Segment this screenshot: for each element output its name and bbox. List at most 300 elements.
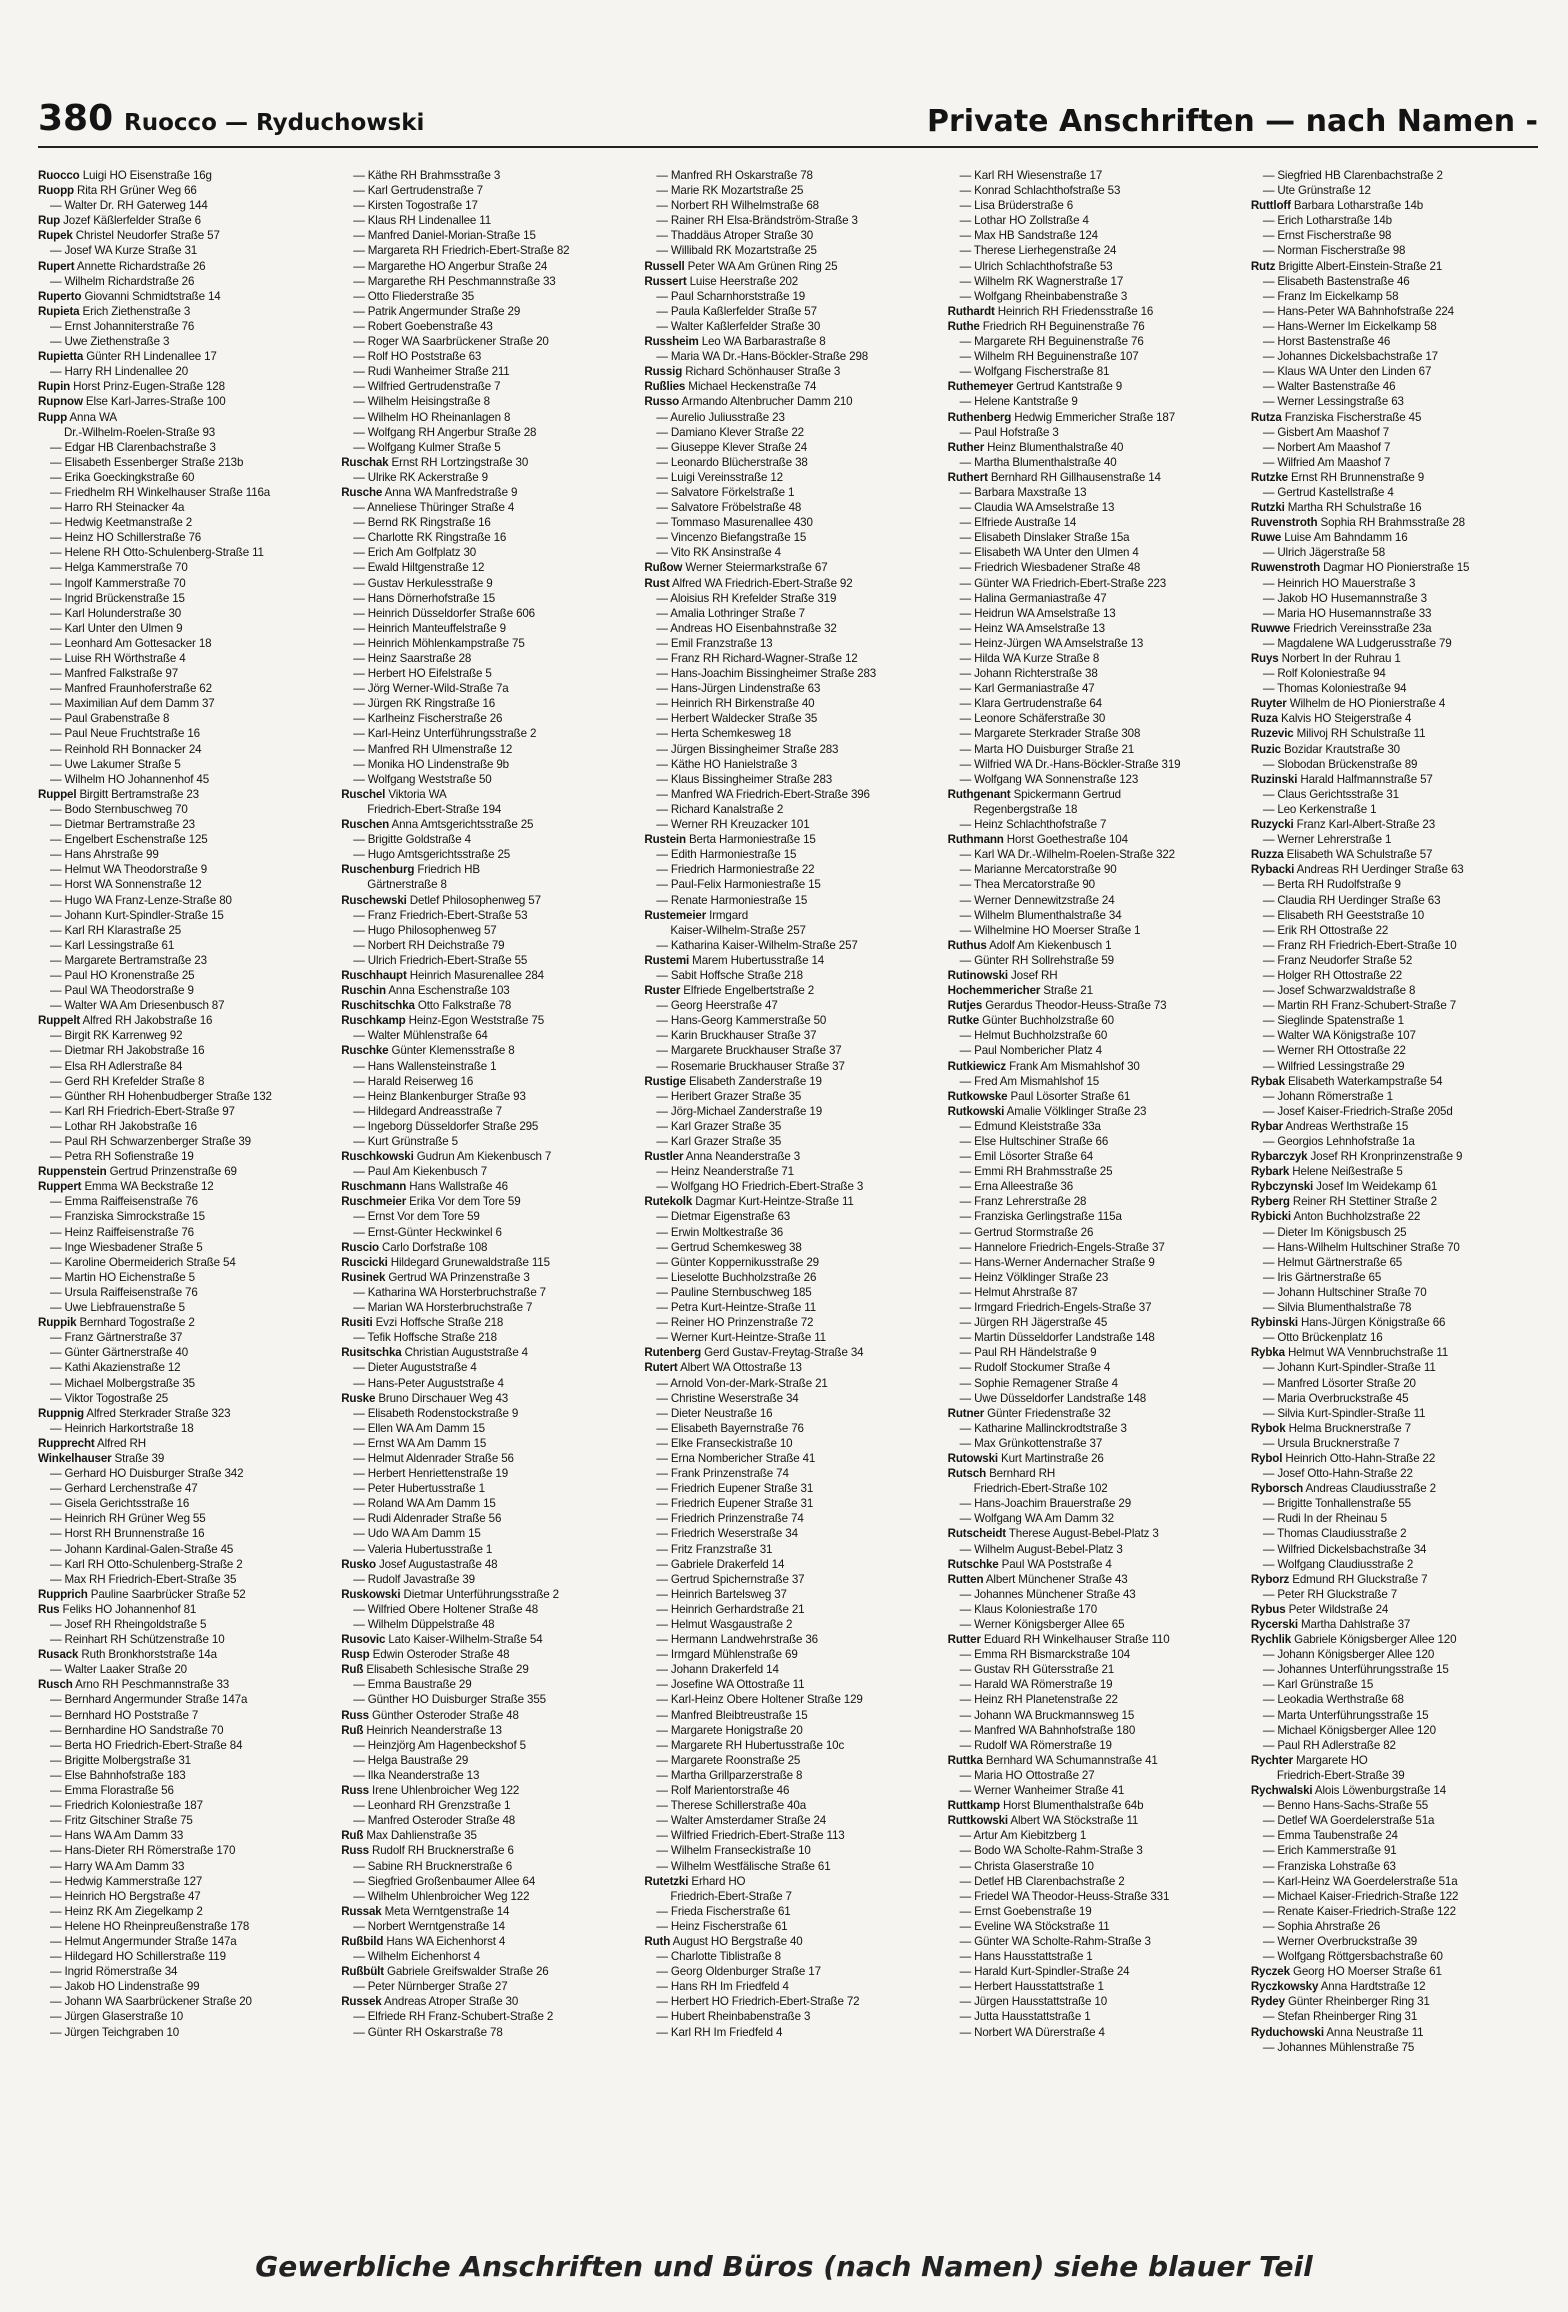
directory-entry: — Margareta RH Friedrich-Ebert-Straße 82 (353, 244, 570, 258)
directory-entry: Rust Alfred WA Friedrich-Ebert-Straße 92 (644, 576, 853, 590)
directory-entry: — Josef WA Kurze Straße 31 (50, 244, 198, 258)
directory-entry: — Herbert Henriettenstraße 19 (353, 1467, 509, 1481)
directory-entry: Ruschewski Detlef Philosophenweg 57 (341, 893, 541, 907)
directory-entry: — Wilhelm HO Rheinanlagen 8 (353, 410, 511, 424)
directory-entry: — Robert Goebenstraße 43 (353, 319, 493, 333)
directory-entry: — Katharine Mallinckrodtstraße 3 (959, 1421, 1127, 1435)
directory-entry: — Helmut Gärtnerstraße 65 (1262, 1255, 1403, 1269)
directory-entry: — Franziska Gerlingstraße 115a (959, 1210, 1122, 1224)
surname: Rusche (341, 485, 383, 499)
directory-entry: — Fritz Franzstraße 31 (656, 1542, 773, 1556)
surname: Ruppnig (38, 1406, 84, 1420)
directory-entry: — Emmi RH Brahmsstraße 25 (959, 1165, 1113, 1179)
directory-entry: — Frank Prinzenstraße 74 (656, 1467, 789, 1481)
surname: Ruopp (38, 184, 74, 198)
directory-entry: Ryborsch Andreas Claudiusstraße 2 (1250, 1482, 1436, 1496)
directory-entry: — Rudolf Javastraße 39 (353, 1572, 475, 1586)
directory-entry: — Werner Dennewitzstraße 24 (959, 893, 1115, 907)
directory-entry: — Margarete RH Beguinenstraße 76 (959, 335, 1144, 349)
directory-entry: — Heinz Saarstraße 28 (353, 652, 472, 665)
directory-entry: — Hermann Landwehrstraße 36 (656, 1633, 818, 1647)
directory-entry: — Salvatore Fröbelstraße 48 (656, 501, 802, 515)
directory-entry: Russak Meta Werntgenstraße 14 (341, 1904, 510, 1918)
surname: Ruschke (341, 1044, 389, 1058)
directory-entry: — Christa Glaserstraße 10 (959, 1859, 1094, 1873)
directory-entry: — Maria Overbruckstraße 45 (1262, 1391, 1409, 1405)
directory-entry: — Sabit Hoffsche Straße 218 (656, 968, 803, 982)
directory-entry: — Willibald RK Mozartstraße 25 (656, 244, 817, 258)
surname: Rutkiewicz (947, 1059, 1007, 1073)
surname: Rustige (644, 1074, 686, 1088)
directory-entry: — Helmut Wasgaustraße 2 (656, 1618, 793, 1631)
directory-entry: Rutetzki Erhard HO (644, 1874, 746, 1888)
directory-entry: Rybak Elisabeth Waterkampstraße 54 (1250, 1074, 1443, 1088)
directory-entry: — Martin HO Eichenstraße 5 (50, 1270, 195, 1284)
directory-entry: — Ingeborg Düsseldorfer Straße 295 (353, 1119, 539, 1133)
directory-entry: — Erna Alleestraße 36 (959, 1180, 1074, 1194)
directory-entry: Ruschitschka Otto Falkstraße 78 (341, 999, 512, 1013)
directory-entry: — Erich Lotharstraße 14b (1262, 214, 1392, 228)
directory-entry: — Damiano Klever Straße 22 (656, 425, 804, 439)
directory-entry: — Horst RH Brunnenstraße 16 (50, 1527, 205, 1541)
directory-entry: — Wilhelm HO Johannenhof 45 (50, 772, 209, 786)
directory-entry: — Erich Kammerstraße 91 (1262, 1844, 1397, 1858)
surname: Rychwalski (1250, 1784, 1313, 1798)
directory-entry: — Therese Lierhegenstraße 24 (959, 244, 1117, 258)
directory-entry: — Klaus RH Lindenallee 11 (353, 214, 492, 228)
directory-entry: Russ Günther Osteroder Straße 48 (341, 1708, 519, 1722)
directory-entry: — Berta HO Friedrich-Ebert-Straße 84 (50, 1738, 243, 1752)
surname: Ruther (947, 440, 985, 454)
directory-entry: — Hans Dörnerhofstraße 15 (353, 591, 496, 605)
surname: Rutkowski (947, 1104, 1005, 1118)
directory-entry: — Harro RH Steinacker 4a (50, 501, 185, 515)
directory-entry: — Helmut WA Theodorstraße 9 (50, 863, 208, 877)
directory-entry: — Ulrich Schlachthofstraße 53 (959, 259, 1113, 273)
surname: Rybus (1250, 1602, 1286, 1616)
surname: Rusch (38, 1678, 73, 1692)
directory-entry: — Manfred RH Oskarstraße 78 (656, 169, 813, 182)
directory-entry: — Heinz Schlachthofstraße 7 (959, 818, 1107, 832)
directory-entry: — Walter Laaker Straße 20 (50, 1663, 187, 1677)
surname: Rutenberg (644, 1346, 702, 1360)
directory-entry: — Norbert RH Deichstraße 79 (353, 938, 505, 952)
directory-entry: — Leonore Schäferstraße 30 (959, 712, 1106, 726)
directory-entry: Ruwe Luise Am Bahndamm 16 (1250, 531, 1408, 545)
surname: Ryberg (1250, 1195, 1290, 1209)
directory-entry: — Ursula Brucknerstraße 7 (1262, 1436, 1400, 1450)
surname: Rutinowski (947, 968, 1008, 982)
surname: Rybka (1250, 1346, 1285, 1360)
surname: Ruttkamp (947, 1799, 1000, 1813)
directory-entry: Ruschmeier Erika Vor dem Tore 59 (341, 1195, 521, 1209)
surname: Ruscicki (341, 1255, 388, 1269)
directory-entry: — Hans-Joachim Bissingheimer Straße 283 (656, 667, 877, 681)
directory-entry: — Paul RH Schwarzenberger Straße 39 (50, 1135, 251, 1148)
directory-entry: — Wolfgang HO Friedrich-Ebert-Straße 3 (656, 1180, 864, 1194)
directory-entry: — Hans-Peter Auguststraße 4 (353, 1376, 504, 1390)
surname: Ruttkowski (947, 1814, 1008, 1828)
directory-entry: — Reinhold RH Bonnacker 24 (50, 742, 202, 756)
surname: Ryborsch (1250, 1482, 1304, 1496)
directory-entry: — Manfred Lösorter Straße 20 (1262, 1376, 1416, 1390)
directory-entry: — Jürgen Glaserstraße 10 (50, 2010, 184, 2024)
surname: Rutowski (947, 1451, 998, 1465)
directory-entry: — Käthe RH Brahmsstraße 3 (353, 169, 501, 182)
directory-entry: — Karl Lessingstraße 61 (50, 938, 175, 952)
directory-entry: — Herbert Hausstattstraße 1 (959, 1980, 1104, 1994)
directory-entry: Ruppnig Alfred Sterkrader Straße 323 (38, 1406, 231, 1420)
directory-entry: — Georg Heerstraße 47 (656, 999, 778, 1013)
directory-entry: — Herbert HO Eifelstraße 5 (353, 667, 492, 681)
directory-entry: Ruzic Bozidar Krautstraße 30 (1250, 742, 1400, 756)
surname: Ruppelt (38, 1014, 81, 1028)
directory-entry: — Georg Oldenburger Straße 17 (656, 1965, 821, 1979)
directory-entry: — Edgar HB Clarenbachstraße 3 (50, 440, 216, 454)
directory-entry: — Bernhard Angermunder Straße 147a (50, 1693, 248, 1707)
directory-entry: — Peter Hubertusstraße 1 (353, 1482, 485, 1496)
directory-entry: — Johannes Münchener Straße 43 (959, 1587, 1136, 1601)
directory-entry: Ruvenstroth Sophia RH Brahmsstraße 28 (1250, 516, 1465, 530)
directory-entry: — Helene Kantstraße 9 (959, 395, 1078, 409)
directory-entry: — Hans-Dieter RH Römerstraße 170 (50, 1844, 236, 1858)
surname: Ruscio (341, 1240, 379, 1254)
directory-entry: Russo Armando Altenbrucher Damm 210 (644, 395, 853, 409)
directory-entry: — Berta RH Rudolfstraße 9 (1262, 878, 1401, 892)
directory-entry: — Walter WA Königstraße 107 (1262, 1029, 1416, 1043)
directory-entry: — Anneliese Thüringer Straße 4 (353, 501, 515, 515)
directory-entry: Ryczkowsky Anna Hardtstraße 12 (1250, 1980, 1426, 1994)
directory-entry: — Johann Kurt-Spindler-Straße 11 (1262, 1361, 1436, 1375)
directory-entry: — Heinrich RH Grüner Weg 55 (50, 1512, 206, 1526)
directory-entry: Rupin Horst Prinz-Eugen-Straße 128 (38, 380, 225, 394)
surname: Ruperto (38, 289, 82, 303)
surname: Ruwwe (1250, 621, 1291, 635)
directory-entry: — Detlef HB Clarenbachstraße 2 (959, 1874, 1125, 1888)
directory-entry: — Paul WA Theodorstraße 9 (50, 984, 194, 998)
directory-entry: — Lothar HO Zollstraße 4 (959, 214, 1089, 228)
directory-entry: — Martin Düsseldorfer Landstraße 148 (959, 1331, 1155, 1345)
directory-entry: — Herbert Waldecker Straße 35 (656, 712, 818, 726)
surname: Rup (38, 214, 61, 228)
directory-entry: — Bodo Sternbuschweg 70 (50, 802, 188, 816)
directory-entry: — Elisabeth RH Geeststraße 10 (1262, 908, 1425, 922)
directory-entry: Gärtnerstraße 8 (367, 878, 447, 892)
directory-entry: — Friedrich Prinzenstraße 74 (656, 1512, 804, 1526)
directory-entry: — Heinzjörg Am Hagenbeckshof 5 (353, 1738, 526, 1752)
directory-entry: Rybinski Hans-Jürgen Königstraße 66 (1250, 1316, 1446, 1330)
directory-entry: — Ernst-Günter Heckwinkel 6 (353, 1225, 502, 1239)
surname: Russak (341, 1904, 382, 1918)
directory-entry: Rupp Anna WA (38, 410, 117, 424)
directory-entry: — Paul HO Kronenstraße 25 (50, 968, 195, 982)
directory-entry: — Wolfgang Weststraße 50 (353, 772, 492, 786)
directory-entry: — Jürgen Bissingheimer Straße 283 (656, 742, 839, 756)
directory-entry: — Werner Lessingstraße 63 (1262, 395, 1404, 409)
directory-entry: — Wilhelm Blumenthalstraße 34 (959, 908, 1122, 922)
directory-entry: Ruwenstroth Dagmar HO Pionierstraße 15 (1250, 561, 1470, 575)
directory-entry: — Harald Kurt-Spindler-Straße 24 (959, 1965, 1130, 1979)
directory-entry: — Roland WA Am Damm 15 (353, 1497, 496, 1511)
surname: Rußlies (644, 380, 686, 394)
directory-entry: — Klaus WA Unter den Linden 67 (1262, 365, 1432, 379)
directory-entry: Rusche Anna WA Manfredstraße 9 (341, 485, 518, 499)
directory-entry: — Werner Lehrerstraße 1 (1262, 833, 1392, 847)
directory-entry: — Gabriele Drakerfeld 14 (656, 1557, 785, 1571)
directory-entry: — Margarete Bertramstraße 23 (50, 953, 207, 967)
surname: Rybarczyk (1250, 1150, 1308, 1164)
surname: Rupprich (38, 1587, 88, 1601)
directory-entry: Ruppenstein Gertrud Prinzenstraße 69 (38, 1165, 237, 1179)
directory-entry: — Otto Brückenplatz 16 (1262, 1331, 1383, 1345)
surname: Ruvenstroth (1250, 516, 1318, 530)
directory-entry: — Friedrich Weserstraße 34 (656, 1527, 798, 1541)
directory-entry: — Aloisius RH Krefelder Straße 319 (656, 591, 837, 605)
directory-entry: — Michael Königsberger Allee 120 (1262, 1723, 1436, 1737)
directory-entry: — Emil Lösorter Straße 64 (959, 1150, 1094, 1164)
page-number: 380 (38, 98, 114, 139)
directory-entry: — Werner Wanheimer Straße 41 (959, 1784, 1125, 1798)
directory-entry: — Johann Kardinal-Galen-Straße 45 (50, 1542, 234, 1556)
directory-entry: — Günter Gärtnerstraße 40 (50, 1346, 189, 1360)
directory-entry: — Richard Kanalstraße 2 (656, 802, 784, 816)
directory-entry: — Werner RH Ottostraße 22 (1262, 1044, 1406, 1058)
directory-entry: Rupnow Else Karl-Jarres-Straße 100 (38, 395, 226, 409)
directory-entry: — Leokadia Werthstraße 68 (1262, 1693, 1404, 1707)
directory-entry: Rutzki Martha RH Schulstraße 16 (1250, 501, 1422, 515)
directory-entry: — Roger WA Saarbrückener Straße 20 (353, 335, 549, 349)
directory-entry: Ruschhaupt Heinrich Masurenallee 284 (341, 968, 544, 982)
directory-entry: Ruß Heinrich Neanderstraße 13 (341, 1723, 502, 1737)
directory-entry: — Josef Schwarzwaldstraße 8 (1262, 984, 1416, 998)
directory-entry: — Tefik Hoffsche Straße 218 (353, 1331, 497, 1345)
directory-entry: — Uwe Düsseldorfer Landstraße 148 (959, 1391, 1147, 1405)
directory-entry: Rupieta Erich Ziethenstraße 3 (38, 304, 191, 318)
directory-entry: — Elke Franseckistraße 10 (656, 1436, 793, 1450)
directory-entry: Ruttka Bernhard WA Schumannstraße 41 (947, 1753, 1158, 1767)
directory-entry: — Johannes Dickelsbachstraße 17 (1262, 350, 1438, 364)
surname: Ruocco (38, 169, 80, 182)
directory-entry: — Max HB Sandstraße 124 (959, 229, 1098, 243)
directory-entry: Rustemeier Irmgard (644, 908, 749, 922)
directory-entry: — Luise RH Wörthstraße 4 (50, 652, 186, 665)
directory-entry: — Wolfgang Röttgersbachstraße 60 (1262, 1950, 1443, 1964)
directory-entry: — Erwin Moltkestraße 36 (656, 1225, 784, 1239)
surname: Ruschel (341, 787, 386, 801)
directory-entry: — Irmgard Friedrich-Engels-Straße 37 (959, 1301, 1152, 1315)
directory-entry: — Elisabeth Dinslaker Straße 15a (959, 531, 1130, 545)
directory-entry: — Margarethe HO Angerbur Straße 24 (353, 259, 548, 273)
directory-entry: — Jakob HO Lindenstraße 99 (50, 1980, 200, 1994)
directory-entry: Ruttkamp Horst Blumenthalstraße 64b (947, 1799, 1144, 1813)
surname: Ryczek (1250, 1965, 1290, 1979)
directory-entry: Ruscicki Hildegard Grunewaldstraße 115 (341, 1255, 550, 1269)
directory-entry: Ruschke Günter Klemensstraße 8 (341, 1044, 515, 1058)
directory-entry: Ruzza Elisabeth WA Schulstraße 57 (1250, 848, 1433, 862)
directory-entry: Rutkowske Paul Lösorter Straße 61 (947, 1089, 1131, 1103)
directory-entry: — Bernhardine HO Sandstraße 70 (50, 1723, 224, 1737)
directory-entry: — Therese Schillerstraße 40a (656, 1799, 806, 1813)
directory-entry: — Karl Grazer Straße 35 (656, 1119, 782, 1133)
surname: Rustler (644, 1150, 684, 1164)
surname: Ruppik (38, 1316, 77, 1330)
directory-entry: Russek Andreas Atroper Straße 30 (341, 1995, 519, 2009)
directory-entry: — Elisabeth Rodenstockstraße 9 (353, 1406, 519, 1420)
directory-entry: Ruppel Birgitt Bertramstraße 23 (38, 787, 199, 801)
surname: Ruzinski (1250, 772, 1298, 786)
directory-entry: — Harry RH Lindenallee 20 (50, 365, 189, 379)
surname: Rychter (1250, 1753, 1293, 1767)
directory-entry: Rupek Christel Neudorfer Straße 57 (38, 229, 220, 243)
directory-entry: — Hans-Jürgen Lindenstraße 63 (656, 682, 821, 696)
surname: Ruschkowski (341, 1150, 414, 1164)
directory-column-1 (38, 168, 333, 2228)
directory-entry: — Hans WA Am Damm 33 (50, 1829, 184, 1843)
directory-entry: Ruske Bruno Dirschauer Weg 43 (341, 1391, 509, 1405)
directory-entry: — Claus Gerichtsstraße 31 (1262, 787, 1399, 801)
directory-entry: Rustler Anna Neanderstraße 3 (644, 1150, 801, 1164)
directory-entry: Rybar Andreas Werthstraße 15 (1250, 1119, 1409, 1133)
directory-entry: — Hilda WA Kurze Straße 8 (959, 652, 1100, 665)
directory-entry: — Karl Grazer Straße 35 (656, 1135, 782, 1148)
surname: Rusko (341, 1557, 376, 1571)
directory-entry: Friedrich-Ebert-Straße 102 (973, 1482, 1108, 1496)
surname: Ruskowski (341, 1587, 401, 1601)
directory-entry: — Silvia Blumenthalstraße 78 (1262, 1301, 1412, 1315)
directory-entry: — Ernst WA Am Damm 15 (353, 1436, 487, 1450)
directory-entry: — Walter WA Am Driesenbusch 87 (50, 999, 225, 1013)
directory-entry: — Wilhelm Franseckistraße 10 (656, 1844, 811, 1858)
directory-entry: — Helga Baustraße 29 (353, 1753, 469, 1767)
directory-entry: — Ernst Fischerstraße 98 (1262, 229, 1392, 243)
directory-entry: — Harald WA Römerstraße 19 (959, 1678, 1113, 1692)
directory-entry: — Günther HO Duisburger Straße 355 (353, 1693, 546, 1707)
directory-entry: — Siegfried Großenbaumer Allee 64 (353, 1874, 536, 1888)
directory-entry: — Gertrud Schemkesweg 38 (656, 1240, 802, 1254)
directory-entry: — Margarete Honigstraße 20 (656, 1723, 803, 1737)
directory-entry: — Erika Goeckingkstraße 60 (50, 470, 195, 484)
directory-entry: — Friedrich Koloniestraße 187 (50, 1799, 203, 1813)
directory-entry: — Klaus Bissingheimer Straße 283 (656, 772, 833, 786)
directory-entry: — Heinrich RH Birkenstraße 40 (656, 697, 815, 711)
directory-entry: Rutkiewicz Frank Am Mismahlshof 30 (947, 1059, 1140, 1073)
surname: Russheim (644, 335, 699, 349)
directory-entry: — Dieter Neustraße 16 (656, 1406, 773, 1420)
directory-entry: — Leonhard Am Gottesacker 18 (50, 636, 212, 650)
directory-entry: — Johann Richterstraße 38 (959, 667, 1098, 681)
directory-entry: — Petra RH Sofienstraße 19 (50, 1150, 194, 1164)
directory-entry: — Margarete Roonstraße 25 (656, 1753, 801, 1767)
surname: Russ (341, 1708, 369, 1722)
directory-entry: — Ingrid Römerstraße 34 (50, 1965, 178, 1979)
directory-entry: — Jutta Hausstattstraße 1 (959, 2010, 1091, 2024)
directory-entry: — Kathi Akazienstraße 12 (50, 1361, 181, 1375)
directory-entry: — Siegfried HB Clarenbachstraße 2 (1262, 169, 1443, 182)
surname: Ruppenstein (38, 1165, 107, 1179)
directory-entry: — Renate Kaiser-Friedrich-Straße 122 (1262, 1904, 1456, 1918)
directory-entry: — Wilfried Obere Holtener Straße 48 (353, 1602, 539, 1616)
directory-entry: — Karlheinz Fischerstraße 26 (353, 712, 503, 726)
surname: Rupek (38, 229, 73, 243)
surname: Rust (644, 576, 670, 590)
directory-entry: — Michael Molbergstraße 35 (50, 1376, 195, 1390)
directory-entry: — Ulrike RK Ackerstraße 9 (353, 470, 488, 484)
directory-entry: — Harry WA Am Damm 33 (50, 1859, 185, 1873)
directory-entry: — Maximilian Auf dem Damm 37 (50, 697, 215, 711)
directory-entry: — Thaddäus Atroper Straße 30 (656, 229, 814, 243)
directory-entry: Rupietta Günter RH Lindenallee 17 (38, 350, 217, 364)
surname: Ruthemeyer (947, 380, 1014, 394)
directory-entry: — Jürgen Teichgraben 10 (50, 2025, 180, 2039)
surname: Rusp (341, 1648, 370, 1662)
surname: Rutke (947, 1014, 980, 1028)
directory-entry: — Hans-Georg Kammerstraße 50 (656, 1014, 827, 1028)
surname: Rutschke (947, 1557, 999, 1571)
directory-entry: — Hugo Amtsgerichtsstraße 25 (353, 848, 511, 862)
directory-entry: — Iris Gärtnerstraße 65 (1262, 1270, 1382, 1284)
directory-entry: — Wolfgang Claudiusstraße 2 (1262, 1557, 1414, 1571)
surname: Rupert (38, 259, 75, 273)
directory-entry: — Elsa RH Adlerstraße 84 (50, 1059, 183, 1073)
directory-entry: — Jakob HO Husemannstraße 3 (1262, 591, 1427, 605)
directory-entry: — Holger RH Ottostraße 22 (1262, 968, 1403, 982)
directory-entry: — Paul Neue Fruchtstraße 16 (50, 727, 200, 741)
directory-entry: — Rudolf WA Römerstraße 19 (959, 1738, 1112, 1752)
surname: Rustein (644, 833, 686, 847)
directory-entry: — Horst WA Sonnenstraße 12 (50, 878, 202, 892)
directory-entry: Ruocco Luigi HO Eisenstraße 16g (38, 169, 212, 182)
directory-entry: — Heinz Völklinger Straße 23 (959, 1270, 1109, 1284)
surname: Rutz (1250, 259, 1276, 273)
directory-entry: — Wilhelm RH Beguinenstraße 107 (959, 350, 1139, 364)
surname: Rybczynski (1250, 1180, 1314, 1194)
directory-entry: — Günther RH Hohenbudberger Straße 132 (50, 1089, 272, 1103)
surname: Rutekolk (644, 1195, 693, 1209)
directory-entry: Ruopp Rita RH Grüner Weg 66 (38, 184, 197, 198)
directory-entry: Ruschkowski Gudrun Am Kiekenbusch 7 (341, 1150, 552, 1164)
surname: Rupnow (38, 395, 83, 409)
directory-entry: — Charlotte RK Ringstraße 16 (353, 531, 507, 545)
directory-entry: — Günter RH Sollrehstraße 59 (959, 953, 1114, 967)
directory-entry: Rybczynski Josef Im Weidekamp 61 (1250, 1180, 1438, 1194)
directory-entry: — Johann Königsberger Allee 120 (1262, 1648, 1435, 1662)
directory-entry: — Klara Gertrudenstraße 64 (959, 697, 1102, 711)
surname: Rutzke (1250, 470, 1288, 484)
directory-entry: — Bodo WA Scholte-Rahm-Straße 3 (959, 1844, 1143, 1858)
directory-entry: — Georgios Lehnhofstraße 1a (1262, 1135, 1415, 1148)
directory-entry: — Margarete Bruckhauser Straße 37 (656, 1044, 842, 1058)
directory-entry: — Ingrid Brückenstraße 15 (50, 591, 185, 605)
directory-entry: — Elisabeth Essenberger Straße 213b (50, 455, 244, 469)
directory-entry: Ruth August HO Bergstraße 40 (644, 1934, 803, 1948)
directory-entry: Rus Feliks HO Johannenhof 81 (38, 1602, 197, 1616)
directory-entry: — Kirsten Togostraße 17 (353, 199, 478, 213)
directory-entry: Rutten Albert Münchener Straße 43 (947, 1572, 1128, 1586)
directory-entry: — Hans-Joachim Brauerstraße 29 (959, 1497, 1132, 1511)
directory-entry: — Wilfried WA Dr.-Hans-Böckler-Straße 319 (959, 757, 1181, 771)
directory-entry: — Erna Nombericher Straße 41 (656, 1451, 816, 1465)
surname: Ruppel (38, 787, 77, 801)
directory-entry: — Walter Dr. RH Gaterweg 144 (50, 199, 208, 213)
directory-entry: — Halina Germaniastraße 47 (959, 591, 1107, 605)
directory-entry: Rutter Eduard RH Winkelhauser Straße 110 (947, 1633, 1170, 1647)
directory-entry: Rupprecht Alfred RH (38, 1436, 146, 1450)
directory-entry: — Uwe Liebfrauenstraße 5 (50, 1301, 185, 1315)
directory-entry: — Manfred Daniel-Morian-Straße 15 (353, 229, 536, 243)
directory-entry: Ruppert Emma WA Beckstraße 12 (38, 1180, 214, 1194)
directory-entry: — Karl-Heinz Obere Holtener Straße 129 (656, 1693, 863, 1707)
directory-entry: Ruthus Adolf Am Kiekenbusch 1 (947, 938, 1112, 952)
